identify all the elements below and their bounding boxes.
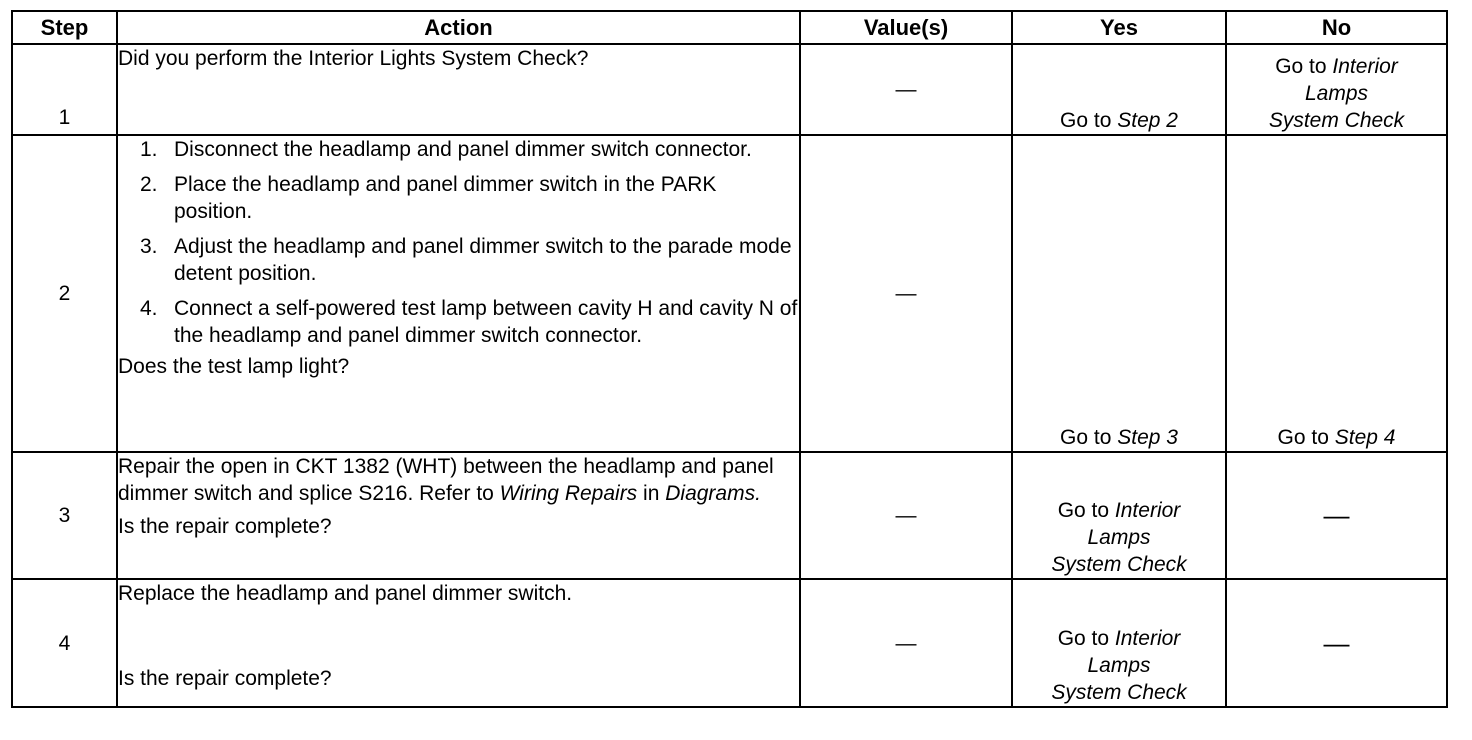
action-question: Is the repair complete? [118,667,332,690]
values-cell: — [800,452,1012,579]
no-cell: — [1226,579,1447,707]
values-cell: — [800,579,1012,707]
yes-link-interior-lamps[interactable]: Lamps [1087,654,1151,677]
table-row [12,44,1447,135]
step-number: 4 [12,579,117,707]
table-row [12,579,1447,707]
list-item: 4. Connect a self-powered test lamp between cavity H and cavity N of the headlamp and panel dimmer switch connector. [140,297,798,347]
action-cell [117,579,800,707]
no-link-interior-lamps[interactable]: Interior [1332,55,1398,78]
header-action: Action [117,11,800,44]
substep-list [118,136,799,349]
yes-link-interior-lamps[interactable]: Interior [1114,499,1181,522]
yes-cell [1012,579,1226,707]
yes-cell [1012,44,1226,135]
list-item: 2. Place the headlamp and panel dimmer switch in the PARK position. [140,173,717,223]
no-link-interior-lamps[interactable]: Lamps [1304,82,1369,105]
yes-link-step-2[interactable]: Step 2 [1117,109,1178,132]
no-cell [1226,135,1447,452]
header-no: No [1226,11,1447,44]
yes-link-interior-lamps[interactable]: System Check [1051,681,1187,704]
values-cell: — [800,44,1012,135]
action-question: Did you perform the Interior Lights System Check? [118,47,589,70]
diagrams-link[interactable]: Diagrams. [665,482,761,505]
yes-cell [1012,452,1226,579]
header-yes: Yes [1012,11,1226,44]
action-text: Repair the open in CKT 1382 (WHT) between the headlamp and panel dimmer switch and splice S216. Refer to Wiring Repairs in Diagrams. [118,455,774,505]
list-item: 3. Adjust the headlamp and panel dimmer switch to the parade mode detent position. [140,235,792,285]
wiring-repairs-link[interactable]: Wiring Repairs [499,482,638,505]
step-number: 1 [12,44,117,135]
no-cell: — [1226,452,1447,579]
action-question: Does the test lamp light? [118,355,350,378]
diagnostic-table [11,10,1448,708]
no-prefix: Go to [1275,55,1327,78]
list-item: 1. Disconnect the headlamp and panel dimmer switch connector. [140,138,752,161]
no-link-step-4[interactable]: Step 4 [1334,426,1396,449]
header-row [12,11,1447,44]
step-number: 3 [12,452,117,579]
yes-link-interior-lamps[interactable]: System Check [1051,553,1187,576]
no-link-interior-lamps[interactable]: System Check [1268,109,1405,132]
table-row [12,135,1447,452]
yes-prefix: Go to [1057,627,1110,650]
yes-prefix: Go to [1060,109,1112,132]
step-number: 2 [12,135,117,452]
yes-link-step-3[interactable]: Step 3 [1117,426,1178,449]
action-text: Replace the headlamp and panel dimmer switch. [118,582,573,605]
no-cell [1226,44,1447,135]
header-step: Step [12,11,117,44]
yes-link-interior-lamps[interactable]: Interior [1114,627,1181,650]
no-prefix: Go to [1277,426,1329,449]
yes-prefix: Go to [1057,499,1110,522]
action-question: Is the repair complete? [118,515,332,538]
values-cell: — [800,135,1012,452]
yes-cell [1012,135,1226,452]
action-cell [117,44,800,135]
action-cell [117,452,800,579]
table-row [12,452,1447,579]
header-values: Value(s) [800,11,1012,44]
yes-link-interior-lamps[interactable]: Lamps [1087,526,1151,549]
yes-prefix: Go to [1060,426,1112,449]
action-cell [117,135,800,452]
